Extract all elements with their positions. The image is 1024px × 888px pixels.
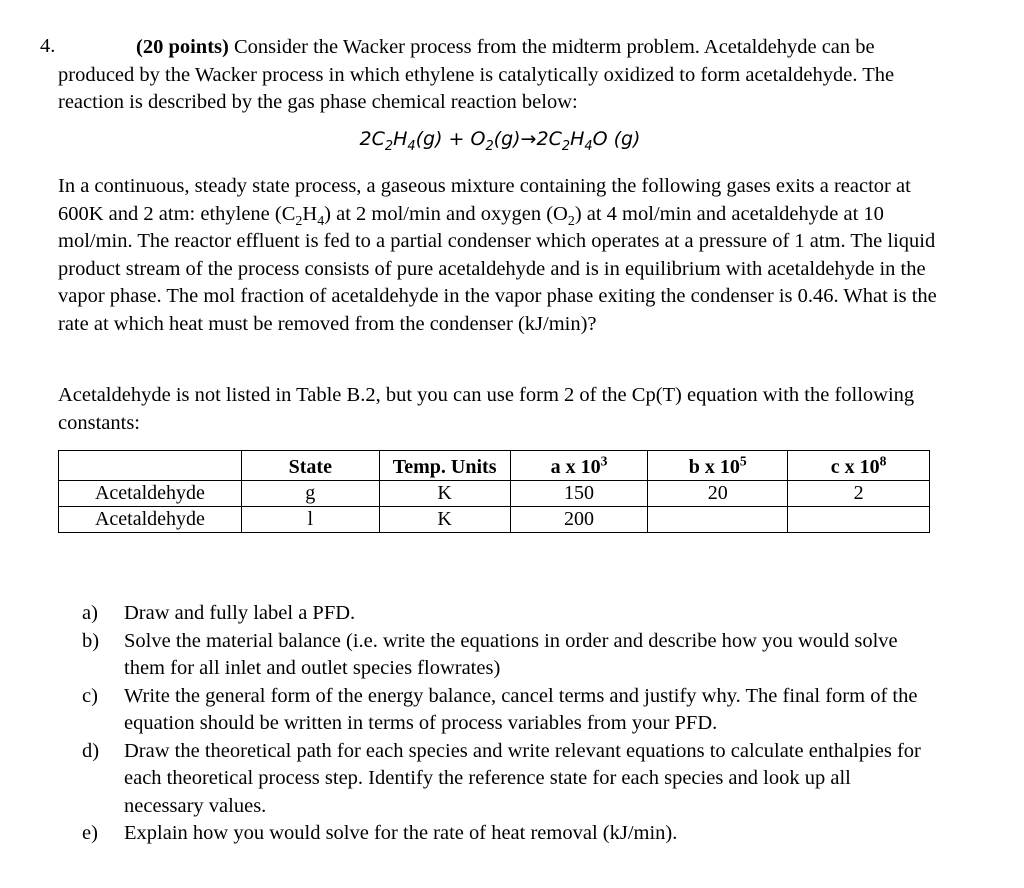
header-temp-units: Temp. Units <box>379 451 510 481</box>
question-number: 4. <box>40 35 56 57</box>
points-label: (20 points) <box>136 36 229 58</box>
a-cell: 150 <box>510 481 648 507</box>
header-a: a x $10^3$ <box>510 451 648 481</box>
list-item <box>82 628 922 683</box>
part-text: Draw the theoretical path for each species and write relevant equations to calculate enthalpies for each theoretical process step. Identify the reference state for each species and look up all necessary values. <box>124 739 921 817</box>
part-marker: b) <box>82 629 100 652</box>
part-marker: d) <box>82 739 100 762</box>
c-cell <box>788 507 930 533</box>
list-item <box>82 600 922 628</box>
header-state: State <box>241 451 379 481</box>
list-item <box>82 820 922 848</box>
table-row <box>59 507 930 533</box>
question-intro <box>58 34 938 117</box>
part-marker: e) <box>82 822 98 844</box>
part-text: Draw and fully label a PFD. <box>124 602 356 624</box>
table-intro: Acetaldehyde is not listed in Table B.2, but you can use form 2 of the Cp(T) equation with the following constants: <box>58 384 915 434</box>
temp-cell: K <box>379 507 510 533</box>
table-header-row <box>59 451 930 481</box>
temp-cell: K <box>379 481 510 507</box>
c-cell: 2 <box>788 481 930 507</box>
cp-constants-table <box>58 450 930 533</box>
a-cell: 200 <box>510 507 648 533</box>
state-cell: g <box>241 481 379 507</box>
species-cell: Acetaldehyde <box>59 481 242 507</box>
state-cell: l <box>241 507 379 533</box>
part-text: Write the general form of the energy balance, cancel terms and justify why. The final form of the equation should be written in terms of process variables from your PFD. <box>124 684 918 734</box>
b-cell <box>648 507 788 533</box>
reaction-equation: $2C_2H_4(g) + O_2(g)\to 2C_2H_4O$ (g) <box>359 128 641 154</box>
part-marker: c) <box>82 684 98 707</box>
part-text: Explain how you would solve for the rate of heat removal (kJ/min). <box>124 822 678 844</box>
header-species <box>59 451 242 481</box>
header-c: c x $10^8$ <box>788 451 930 481</box>
part-marker: a) <box>82 602 98 624</box>
list-item <box>82 683 922 738</box>
list-item <box>82 738 922 821</box>
part-text: Solve the material balance (i.e. write the equations in order and describe how you would solve them for all inlet and outlet species flowrates) <box>124 629 898 679</box>
intro-text: Consider the Wacker process from the midterm problem. Acetaldehyde can be produced by the Wacker process in which ethylene is catalytically oxidized to form acetaldehyde. The reaction is described by the gas phase chemical reaction below: <box>58 36 895 113</box>
process-description: In a continuous, steady state process, a gaseous mixture containing the following gases exits a reactor at 600K and 2 atm: ethylene $(C_2H_4)$ at 2 mol/min and oxygen $(O_2)$ at 4 mol/min and acetaldehyde at 10 mol/min. The reactor effluent is fed to a partial condenser which operates at a pressure of 1 atm. The liquid product stream of the process consists of pure acetaldehyde and is in equilibrium with acetaldehyde in the vapor phase. The mol fraction of acetaldehyde in the vapor phase exiting the condenser is 0.46. What is the rate at which heat must be removed from the condenser (kJ/min)? <box>58 175 937 335</box>
question-parts-list <box>82 600 922 848</box>
table-row <box>59 481 930 507</box>
b-cell: 20 <box>648 481 788 507</box>
species-cell: Acetaldehyde <box>59 507 242 533</box>
header-b: b x $10^5$ <box>648 451 788 481</box>
